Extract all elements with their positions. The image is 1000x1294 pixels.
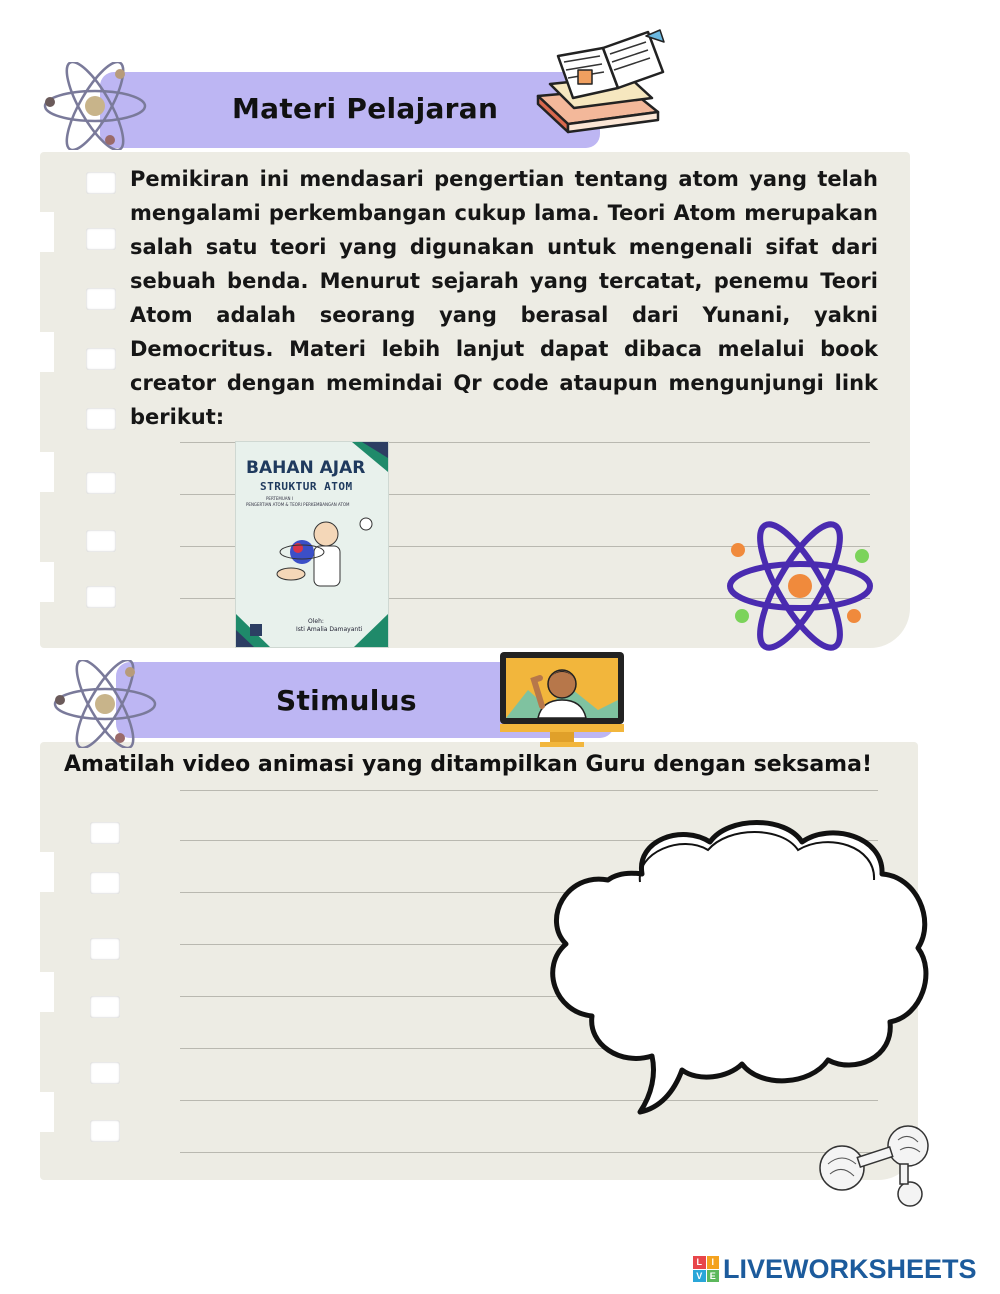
torn-edge xyxy=(40,452,54,492)
lesson-paragraph: Pemikiran ini mendasari pengertian tentang atom yang telah mengalami perkembangan cukup lama. Teori Atom merupakan salah satu teori yang digunakan untuk mengenali sifat dari sebuah benda. Menurut sejarah yang tercatat, penemu Teori Atom adalah seorang yang berasal dari Yunani, yakni Democritus. Materi lebih lanjut dapat dibaca melalui book creator dengan memindai Qr code ataupun mengunjungi link berikut: xyxy=(130,167,878,429)
brand-name: LIVEWORKSHEETS xyxy=(723,1253,977,1284)
books-icon xyxy=(528,26,678,136)
cover-meeting: PERTEMUAN I xyxy=(266,496,293,501)
monitor-person-icon xyxy=(498,650,626,750)
punch-hole xyxy=(86,288,116,310)
cover-author: Isti Amalia Damayanti xyxy=(296,626,363,633)
ruled-line xyxy=(180,1152,878,1153)
cover-title: BAHAN AJAR xyxy=(246,458,366,478)
punch-hole xyxy=(86,348,116,370)
punch-hole xyxy=(86,172,116,194)
stimulus-instruction: Amatilah video animasi yang ditampilkan Guru dengan seksama! xyxy=(64,752,872,777)
cover-subtitle: STRUKTUR ATOM xyxy=(260,480,353,493)
punch-hole xyxy=(86,586,116,608)
punch-hole xyxy=(90,996,120,1018)
punch-hole xyxy=(90,822,120,844)
punch-hole xyxy=(90,872,120,894)
punch-hole xyxy=(86,408,116,430)
cover-topic: PENGERTIAN ATOM & TEORI PERKEMBANGAN ATOM xyxy=(246,502,350,507)
cover-author-label: Oleh: xyxy=(308,618,324,625)
torn-edge xyxy=(40,972,54,1012)
section-title-materi: Materi Pelajaran xyxy=(232,92,499,125)
torn-edge xyxy=(40,212,54,252)
molecule-icon xyxy=(812,1116,932,1208)
section-title-stimulus: Stimulus xyxy=(276,684,417,717)
punch-hole xyxy=(86,228,116,250)
punch-hole xyxy=(90,938,120,960)
atom-icon xyxy=(50,660,160,748)
torn-edge xyxy=(40,852,54,892)
atom-icon xyxy=(722,512,878,660)
punch-hole xyxy=(90,1120,120,1142)
speech-bubble-icon[interactable] xyxy=(532,812,932,1124)
torn-edge xyxy=(40,1092,54,1132)
punch-hole xyxy=(90,1062,120,1084)
brand-logo-icon: L I V E xyxy=(693,1256,719,1282)
brand-footer[interactable] xyxy=(693,1254,977,1284)
torn-edge xyxy=(40,332,54,372)
torn-edge xyxy=(40,562,54,602)
ruled-line xyxy=(180,790,878,791)
book-cover[interactable] xyxy=(236,442,388,647)
atom-icon xyxy=(40,62,150,150)
punch-hole xyxy=(86,530,116,552)
punch-hole xyxy=(86,472,116,494)
